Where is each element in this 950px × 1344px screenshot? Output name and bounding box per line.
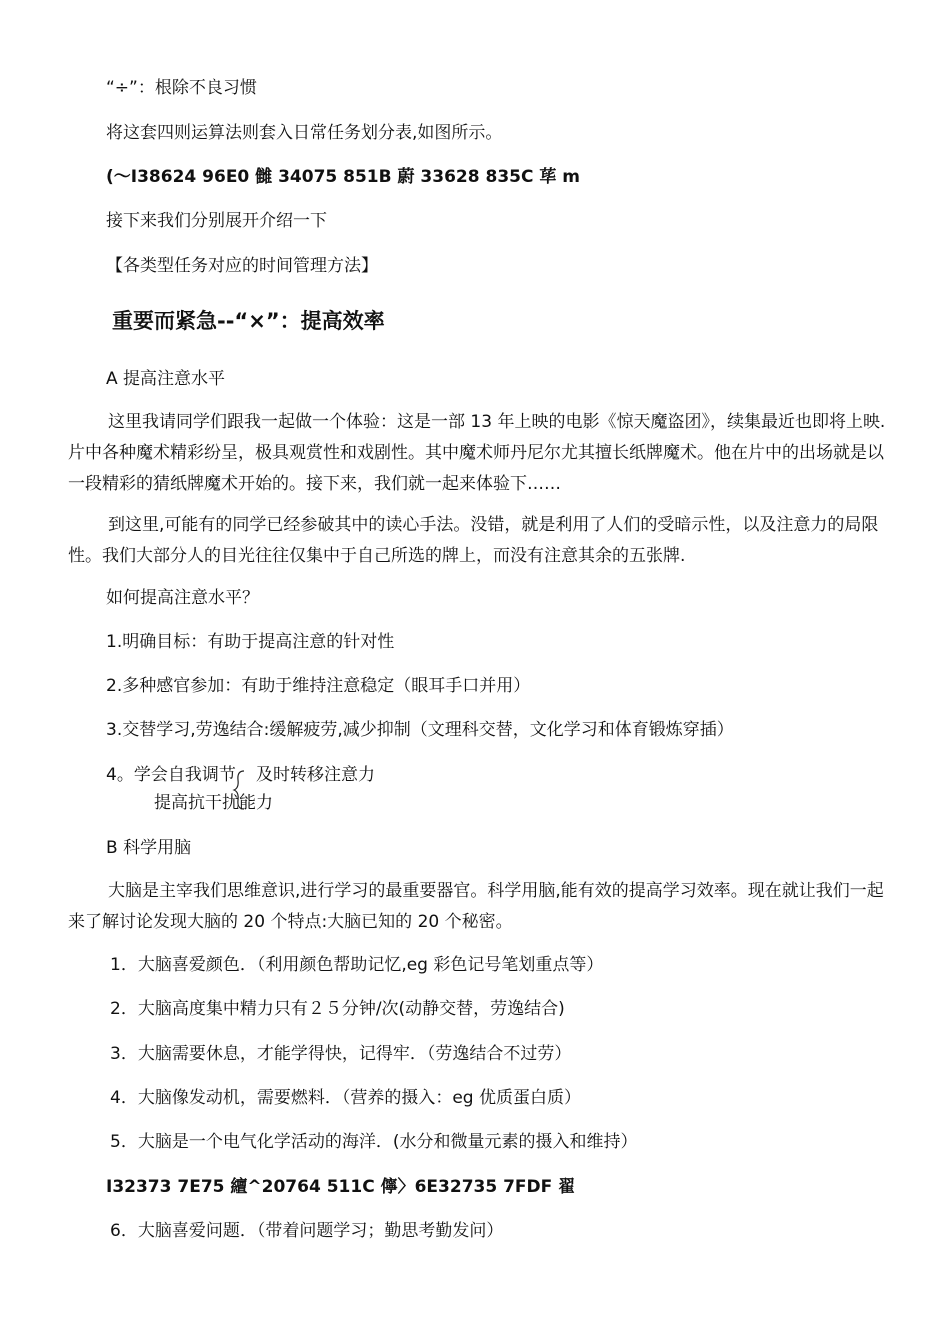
list-item: 3.交替学习,劳逸结合:缓解疲劳,减少抑制（文理科交替，文化学习和体育锻炼穿插） [106, 720, 734, 740]
list-item: 2.多种感官参加：有助于维持注意稳定（眼耳手口并用） [106, 676, 531, 696]
text-line: “÷”：根除不良习惯 [106, 78, 257, 98]
subsection-heading: 重要而紧急--“×”：提高效率 [112, 309, 385, 333]
text-line: 将这套四则运算法则套入日常任务划分表,如图所示。 [106, 123, 503, 143]
garbled-code-line: I32373 7E75 繵^20764 511C 儜〉6E32735 7FDF 翟 [106, 1177, 576, 1197]
body-paragraph: 这里我请同学们跟我一起做一个体验：这是一部 13 年上映的电影《惊天魔盗团》，续集最近也即将上映.片中各种魔术精彩纷呈，极具观赏性和戏剧性。其中魔术师丹尼尔尤其擅长纸牌魔术。他在片中的出场就是以一段精彩的猜纸牌魔术开始的。接下来，我们就一起来体验下…… [68, 412, 886, 494]
list-subitem: 及时转移注意力 [256, 765, 375, 785]
list-item: 3．大脑需要休息，才能学得快，记得牢．（劳逸结合不过劳） [110, 1044, 572, 1064]
list-item: 1．大脑喜爱颜色．（利用颜色帮助记忆,eg 彩色记号笔划重点等） [110, 955, 604, 975]
section-heading: 【各类型任务对应的时间管理方法】 [106, 256, 378, 276]
body-paragraph: 大脑是主宰我们思维意识,进行学习的最重要器官。科学用脑,能有效的提高学习效率。现在就让我们一起来了解讨论发现大脑的 20 个特点:大脑已知的 20 个秘密。 [68, 881, 884, 932]
list-subitem: 提高抗干扰能力 [154, 793, 273, 813]
question-line: 如何提高注意水平？ [106, 588, 259, 608]
subsection-title: B 科学用脑 [106, 838, 192, 858]
garbled-code-line: (～I38624 96E0 雠 34075 851B 蔚 33628 835C 荜 m [106, 167, 581, 187]
list-item: 6．大脑喜爱问题．（带着问题学习；勤思考勤发问） [110, 1221, 504, 1241]
list-item: 5．大脑是一个电气化学活动的海洋．(水分和微量元素的摄入和维持） [110, 1132, 638, 1152]
list-item: 4．大脑像发动机，需要燃料．（营养的摄入：eg 优质蛋白质） [110, 1088, 581, 1108]
list-item: 4。学会自我调节 [106, 765, 236, 785]
list-item: 2．大脑高度集中精力只有２５分钟/次(动静交替，劳逸结合) [110, 999, 565, 1019]
subsection-title: A 提高注意水平 [106, 369, 226, 389]
body-paragraph: 到这里,可能有的同学已经参破其中的读心手法。没错，就是利用了人们的受暗示性，以及注意力的局限性。我们大部分人的目光往往仅集中于自己所选的牌上，而没有注意其余的五张牌. [68, 515, 879, 566]
text-line: 接下来我们分别展开介绍一下 [106, 211, 327, 231]
list-item: 1.明确目标：有助于提高注意的针对性 [106, 632, 395, 652]
